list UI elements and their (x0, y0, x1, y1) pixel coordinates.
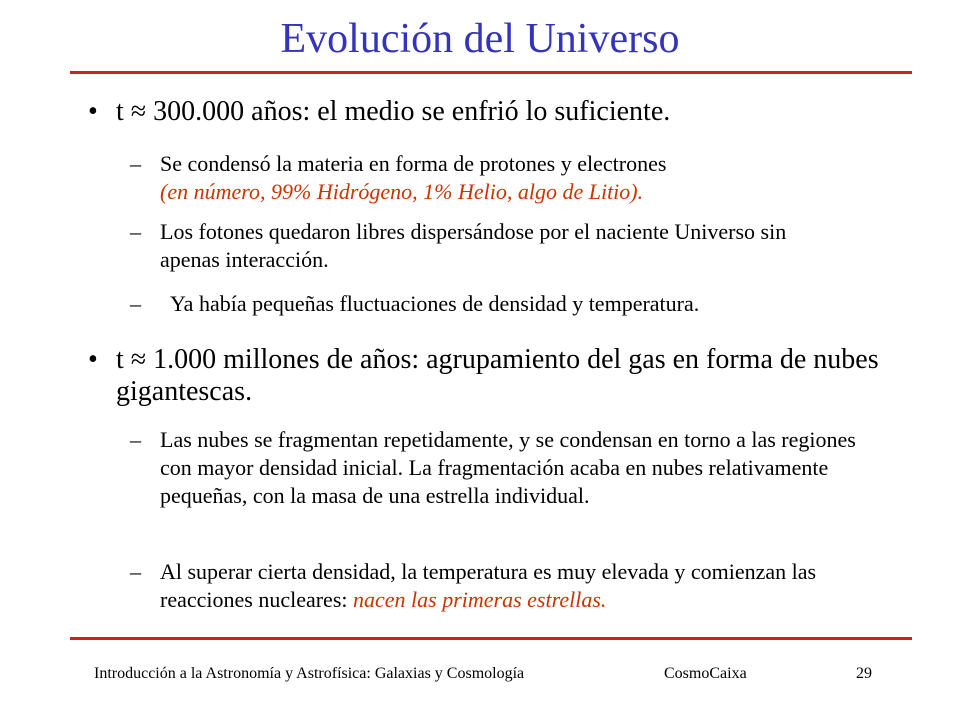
page-number: 29 (856, 665, 872, 682)
bullet-marker: • (88, 96, 98, 127)
subitem-marker: – (130, 151, 141, 176)
subitem-highlight: nacen las primeras estrellas. (353, 587, 607, 612)
subitem-text: Se condensó la materia en forma de protones y electrones (160, 151, 667, 176)
title-divider (70, 71, 912, 74)
subitem-text: Las nubes se fragmentan repetidamente, y se condensan en torno a las regiones con mayor densidad inicial. La fragmentación acaba en nubes relativamente pequeñas, con la masa de una estrella individual. (160, 427, 856, 508)
subitem (160, 558, 882, 614)
bullet-marker: • (88, 344, 98, 375)
subitem-text: Al superar cierta densidad, la temperatura es muy elevada y comienzan las reacciones nucleares: (160, 559, 817, 612)
subitem-text: Ya había pequeñas fluctuaciones de densidad y temperatura. (170, 291, 700, 316)
bullet-text: t ≈ 1.000 millones de años: agrupamiento del gas en forma de nubes gigantescas. (116, 344, 879, 407)
subitem-highlight: (en número, 99% Hidrógeno, 1% Helio, algo de Litio). (160, 179, 644, 204)
bullet-text: t ≈ 300.000 años: el medio se enfrió lo suficiente. (116, 96, 671, 127)
subitem-marker: – (130, 427, 141, 452)
slide-title: Evolución del Universo (280, 16, 680, 62)
footer-divider (70, 637, 912, 640)
subitem-marker: – (130, 291, 141, 316)
subitem-text: Los fotones quedaron libres dispersándose por el naciente Universo sin apenas interacción. (160, 219, 787, 272)
subitem (160, 150, 900, 206)
footer-course: Introducción a la Astronomía y Astrofísica: Galaxias y Cosmología (94, 665, 525, 682)
footer-venue: CosmoCaixa (664, 665, 747, 682)
subitem-marker: – (130, 219, 141, 244)
subitem-marker: – (130, 559, 141, 584)
